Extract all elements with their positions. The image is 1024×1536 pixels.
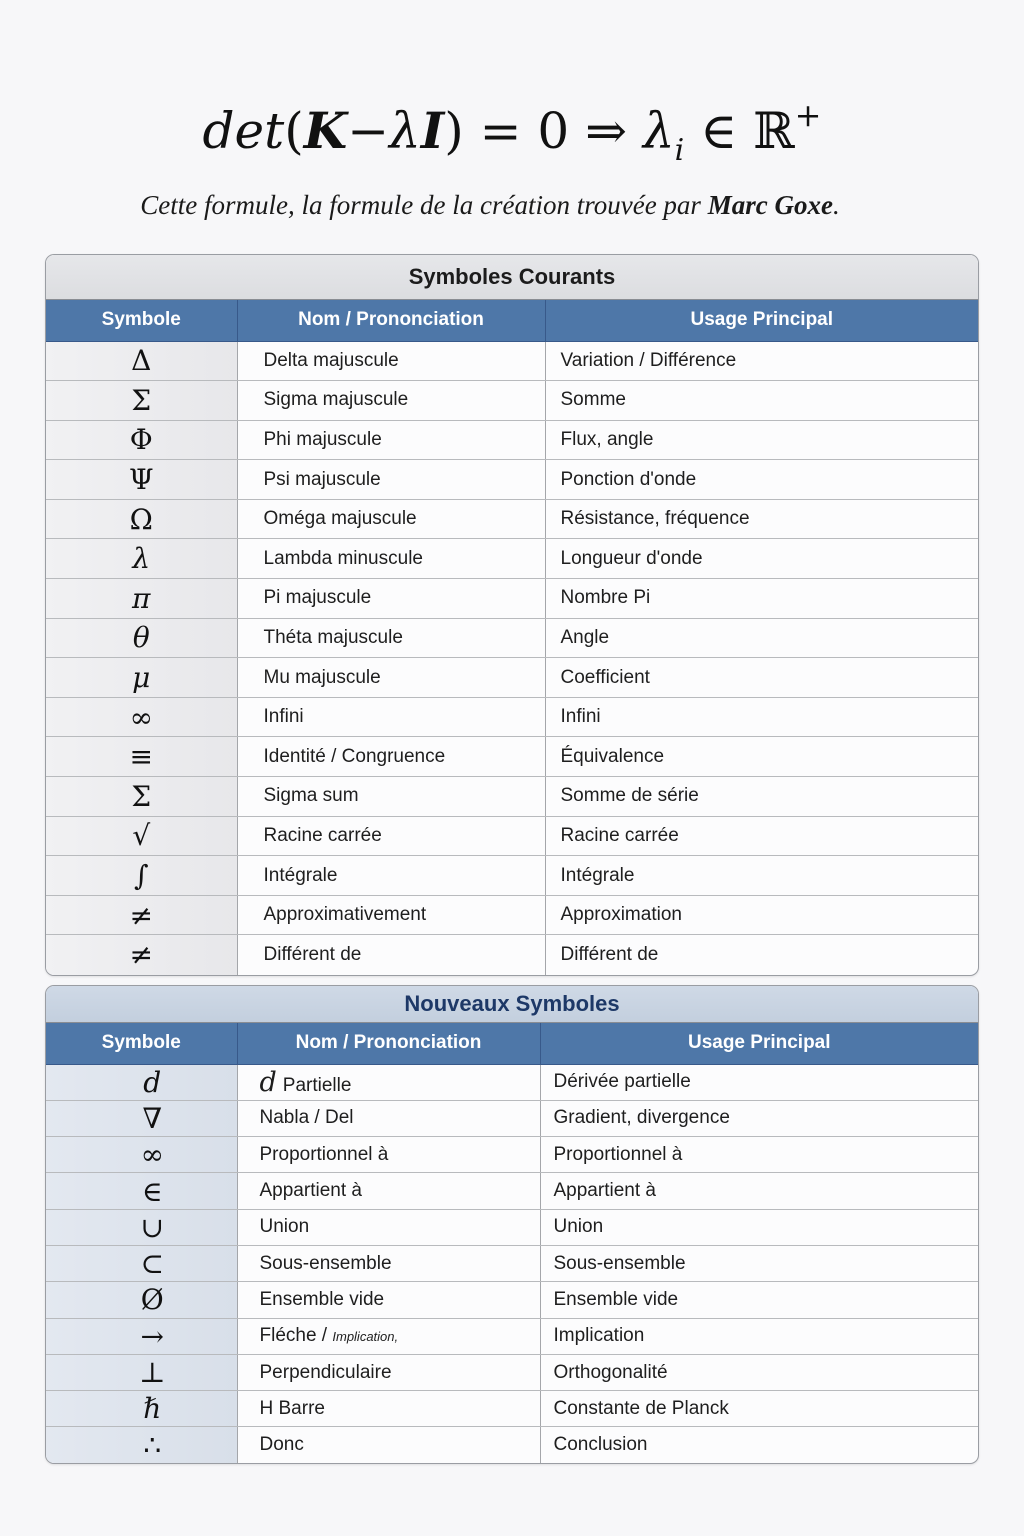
new-symbols-table — [46, 1023, 978, 1463]
name-cell: Psi majuscule — [237, 460, 545, 500]
name-small-text: Implication, — [332, 1329, 399, 1345]
usage-cell: Coefficient — [545, 658, 978, 698]
usage-cell: Ponction d'onde — [545, 460, 978, 500]
table-row — [46, 1318, 978, 1354]
name-cell: Différent de — [237, 935, 545, 975]
symbol-cell: ∇ — [46, 1100, 237, 1136]
table-row — [46, 1137, 978, 1173]
common-symbols-panel — [45, 254, 979, 976]
symbol-cell: d — [46, 1064, 237, 1100]
usage-cell: Infini — [545, 697, 978, 737]
symbol-cell: π — [46, 579, 237, 619]
column-header-usage: Usage Principal — [540, 1023, 978, 1064]
formula-plus: + — [794, 96, 822, 134]
usage-cell: Approximation — [545, 895, 978, 935]
usage-cell: Orthogonalité — [540, 1354, 978, 1390]
symbol-cell: Σ — [46, 777, 237, 817]
table-row — [46, 1100, 978, 1136]
table-row — [46, 1354, 978, 1390]
formula-close-paren: ) — [444, 102, 464, 160]
name-cell: H Barre — [237, 1391, 540, 1427]
usage-cell: Union — [540, 1209, 978, 1245]
symbol-cell: θ — [46, 618, 237, 658]
symbol-cell: ≡ — [46, 737, 237, 777]
formula-sub-i: i — [674, 133, 685, 168]
usage-cell: Ensemble vide — [540, 1282, 978, 1318]
usage-cell: Longueur d'onde — [545, 539, 978, 579]
formula-caption — [0, 190, 980, 221]
name-cell: Lambda minuscule — [237, 539, 545, 579]
symbol-cell: ∪ — [46, 1209, 237, 1245]
name-cell: Phi majuscule — [237, 420, 545, 460]
usage-cell: Différent de — [560, 943, 659, 965]
formula-K: K — [303, 101, 348, 160]
caption-text: Cette formule, la formule de la création trouvée par — [140, 190, 708, 220]
name-text: Partielle — [282, 1074, 352, 1096]
column-header-symbol: Symbole — [46, 300, 237, 341]
usage-cell: Sous-ensemble — [540, 1245, 978, 1281]
symbol-cell: ∞ — [46, 1137, 237, 1173]
table-row — [46, 737, 978, 777]
formula-lambda-i: λ — [642, 102, 675, 160]
symbol-cell: ≠ — [46, 935, 237, 975]
formula-minus: − — [347, 102, 390, 160]
symbol-cell: ⊂ — [46, 1245, 237, 1281]
table-row — [46, 816, 978, 856]
usage-cell: Variation / Différence — [545, 341, 978, 381]
name-cell: Sigma majuscule — [237, 381, 545, 421]
name-cell: Sous-ensemble — [237, 1245, 540, 1281]
table-row — [46, 1427, 978, 1463]
name-cell: Perpendiculaire — [237, 1354, 540, 1390]
name-cell: Théta majuscule — [237, 618, 545, 658]
symbol-cell: ∈ — [46, 1173, 237, 1209]
usage-cell: Constante de Planck — [540, 1391, 978, 1427]
name-cell: Pi majuscule — [237, 579, 545, 619]
symbol-cell: √ — [46, 816, 237, 856]
symbol-cell: μ — [46, 658, 237, 698]
column-header-usage: Usage Principal — [545, 300, 978, 341]
table-row — [46, 895, 978, 935]
usage-cell: Angle — [545, 618, 978, 658]
name-text: Fléche / — [259, 1325, 333, 1347]
table-row — [46, 697, 978, 737]
usage-cell: Conclusion — [553, 1434, 648, 1456]
caption-author: Marc Goxe — [707, 190, 833, 220]
name-cell: Intégrale — [237, 856, 545, 896]
formula-I: I — [420, 101, 445, 160]
symbol-cell: Σ — [46, 381, 237, 421]
usage-cell: Résistance, fréquence — [545, 499, 978, 539]
usage-cell: Implication — [540, 1318, 978, 1354]
name-cell — [237, 1064, 540, 1100]
table-row — [46, 341, 978, 381]
table-row — [46, 1282, 978, 1318]
symbol-cell: ≠ — [46, 895, 237, 935]
symbol-cell: Ψ — [46, 460, 237, 500]
symbol-cell: λ — [46, 539, 237, 579]
symbol-cell: ℏ — [46, 1391, 237, 1427]
new-symbols-title: Nouveaux Symboles — [46, 986, 978, 1023]
common-symbols-title: Symboles Courants — [46, 255, 978, 300]
partial-d-glyph: d — [259, 1066, 277, 1098]
formula-open-paren: ( — [284, 102, 304, 160]
table-row — [46, 1173, 978, 1209]
usage-cell: Intégrale — [545, 856, 978, 896]
table-row — [46, 539, 978, 579]
table-row — [46, 499, 978, 539]
name-cell: Donc — [237, 1427, 540, 1463]
usage-cell: Somme de série — [545, 777, 978, 817]
name-cell: Identité / Congruence — [237, 737, 545, 777]
formula-equals-zero: = 0 ⇒ — [463, 102, 643, 160]
symbol-cell: Δ — [46, 341, 237, 381]
usage-cell: Flux, angle — [545, 420, 978, 460]
usage-cell: Gradient, divergence — [540, 1100, 978, 1136]
table-row — [46, 1064, 978, 1100]
name-cell: Approximativement — [237, 895, 545, 935]
table-row — [46, 777, 978, 817]
formula-element-of: ∈ — [684, 102, 754, 160]
name-cell: Delta majuscule — [237, 341, 545, 381]
name-cell: Appartient à — [237, 1173, 540, 1209]
formula-det: det — [202, 102, 285, 160]
symbol-cell: ∞ — [46, 697, 237, 737]
symbol-cell: → — [46, 1318, 237, 1354]
name-cell: Proportionnel à — [237, 1137, 540, 1173]
symbol-cell: Φ — [46, 420, 237, 460]
table-row — [46, 658, 978, 698]
usage-cell: Équivalence — [545, 737, 978, 777]
column-header-name: Nom / Prononciation — [237, 1023, 540, 1064]
caption-suffix: . — [832, 190, 840, 220]
symbol-cell: ∴ — [46, 1427, 237, 1463]
table-row — [46, 935, 978, 975]
table-row — [46, 856, 978, 896]
table-row — [46, 381, 978, 421]
name-cell: Racine carrée — [237, 816, 545, 856]
symbol-cell: Ø — [46, 1282, 237, 1318]
usage-cell: Dérivée partielle — [540, 1064, 978, 1100]
symbol-cell: Ω — [46, 499, 237, 539]
name-cell: Oméga majuscule — [237, 499, 545, 539]
table-row — [46, 618, 978, 658]
main-formula — [0, 96, 1024, 168]
formula-lambda: λ — [389, 102, 421, 160]
column-header-symbol: Symbole — [46, 1023, 237, 1064]
table-row — [46, 1209, 978, 1245]
name-cell: Union — [237, 1209, 540, 1245]
table-row — [46, 420, 978, 460]
column-header-name: Nom / Prononciation — [237, 300, 545, 341]
table-row — [46, 460, 978, 500]
symbol-cell: ∫ — [46, 856, 237, 896]
table-row — [46, 1245, 978, 1281]
usage-cell: Appartient à — [540, 1173, 978, 1209]
new-symbols-panel — [45, 985, 979, 1464]
table-header-row — [46, 300, 978, 341]
table-row — [46, 579, 978, 619]
name-cell: Mu majuscule — [237, 658, 545, 698]
usage-cell: Somme — [545, 381, 978, 421]
table-row — [46, 1391, 978, 1427]
usage-cell: Nombre Pi — [545, 579, 978, 619]
usage-cell: Proportionnel à — [540, 1137, 978, 1173]
common-symbols-table — [46, 300, 978, 975]
name-cell: Infini — [237, 697, 545, 737]
name-cell: Sigma sum — [237, 777, 545, 817]
name-cell: Nabla / Del — [237, 1100, 540, 1136]
name-cell: Ensemble vide — [237, 1282, 540, 1318]
formula-reals: ℝ — [753, 102, 795, 160]
name-cell — [237, 1318, 540, 1354]
table-header-row — [46, 1023, 978, 1064]
usage-cell: Racine carrée — [545, 816, 978, 856]
symbol-cell: ⊥ — [46, 1354, 237, 1390]
